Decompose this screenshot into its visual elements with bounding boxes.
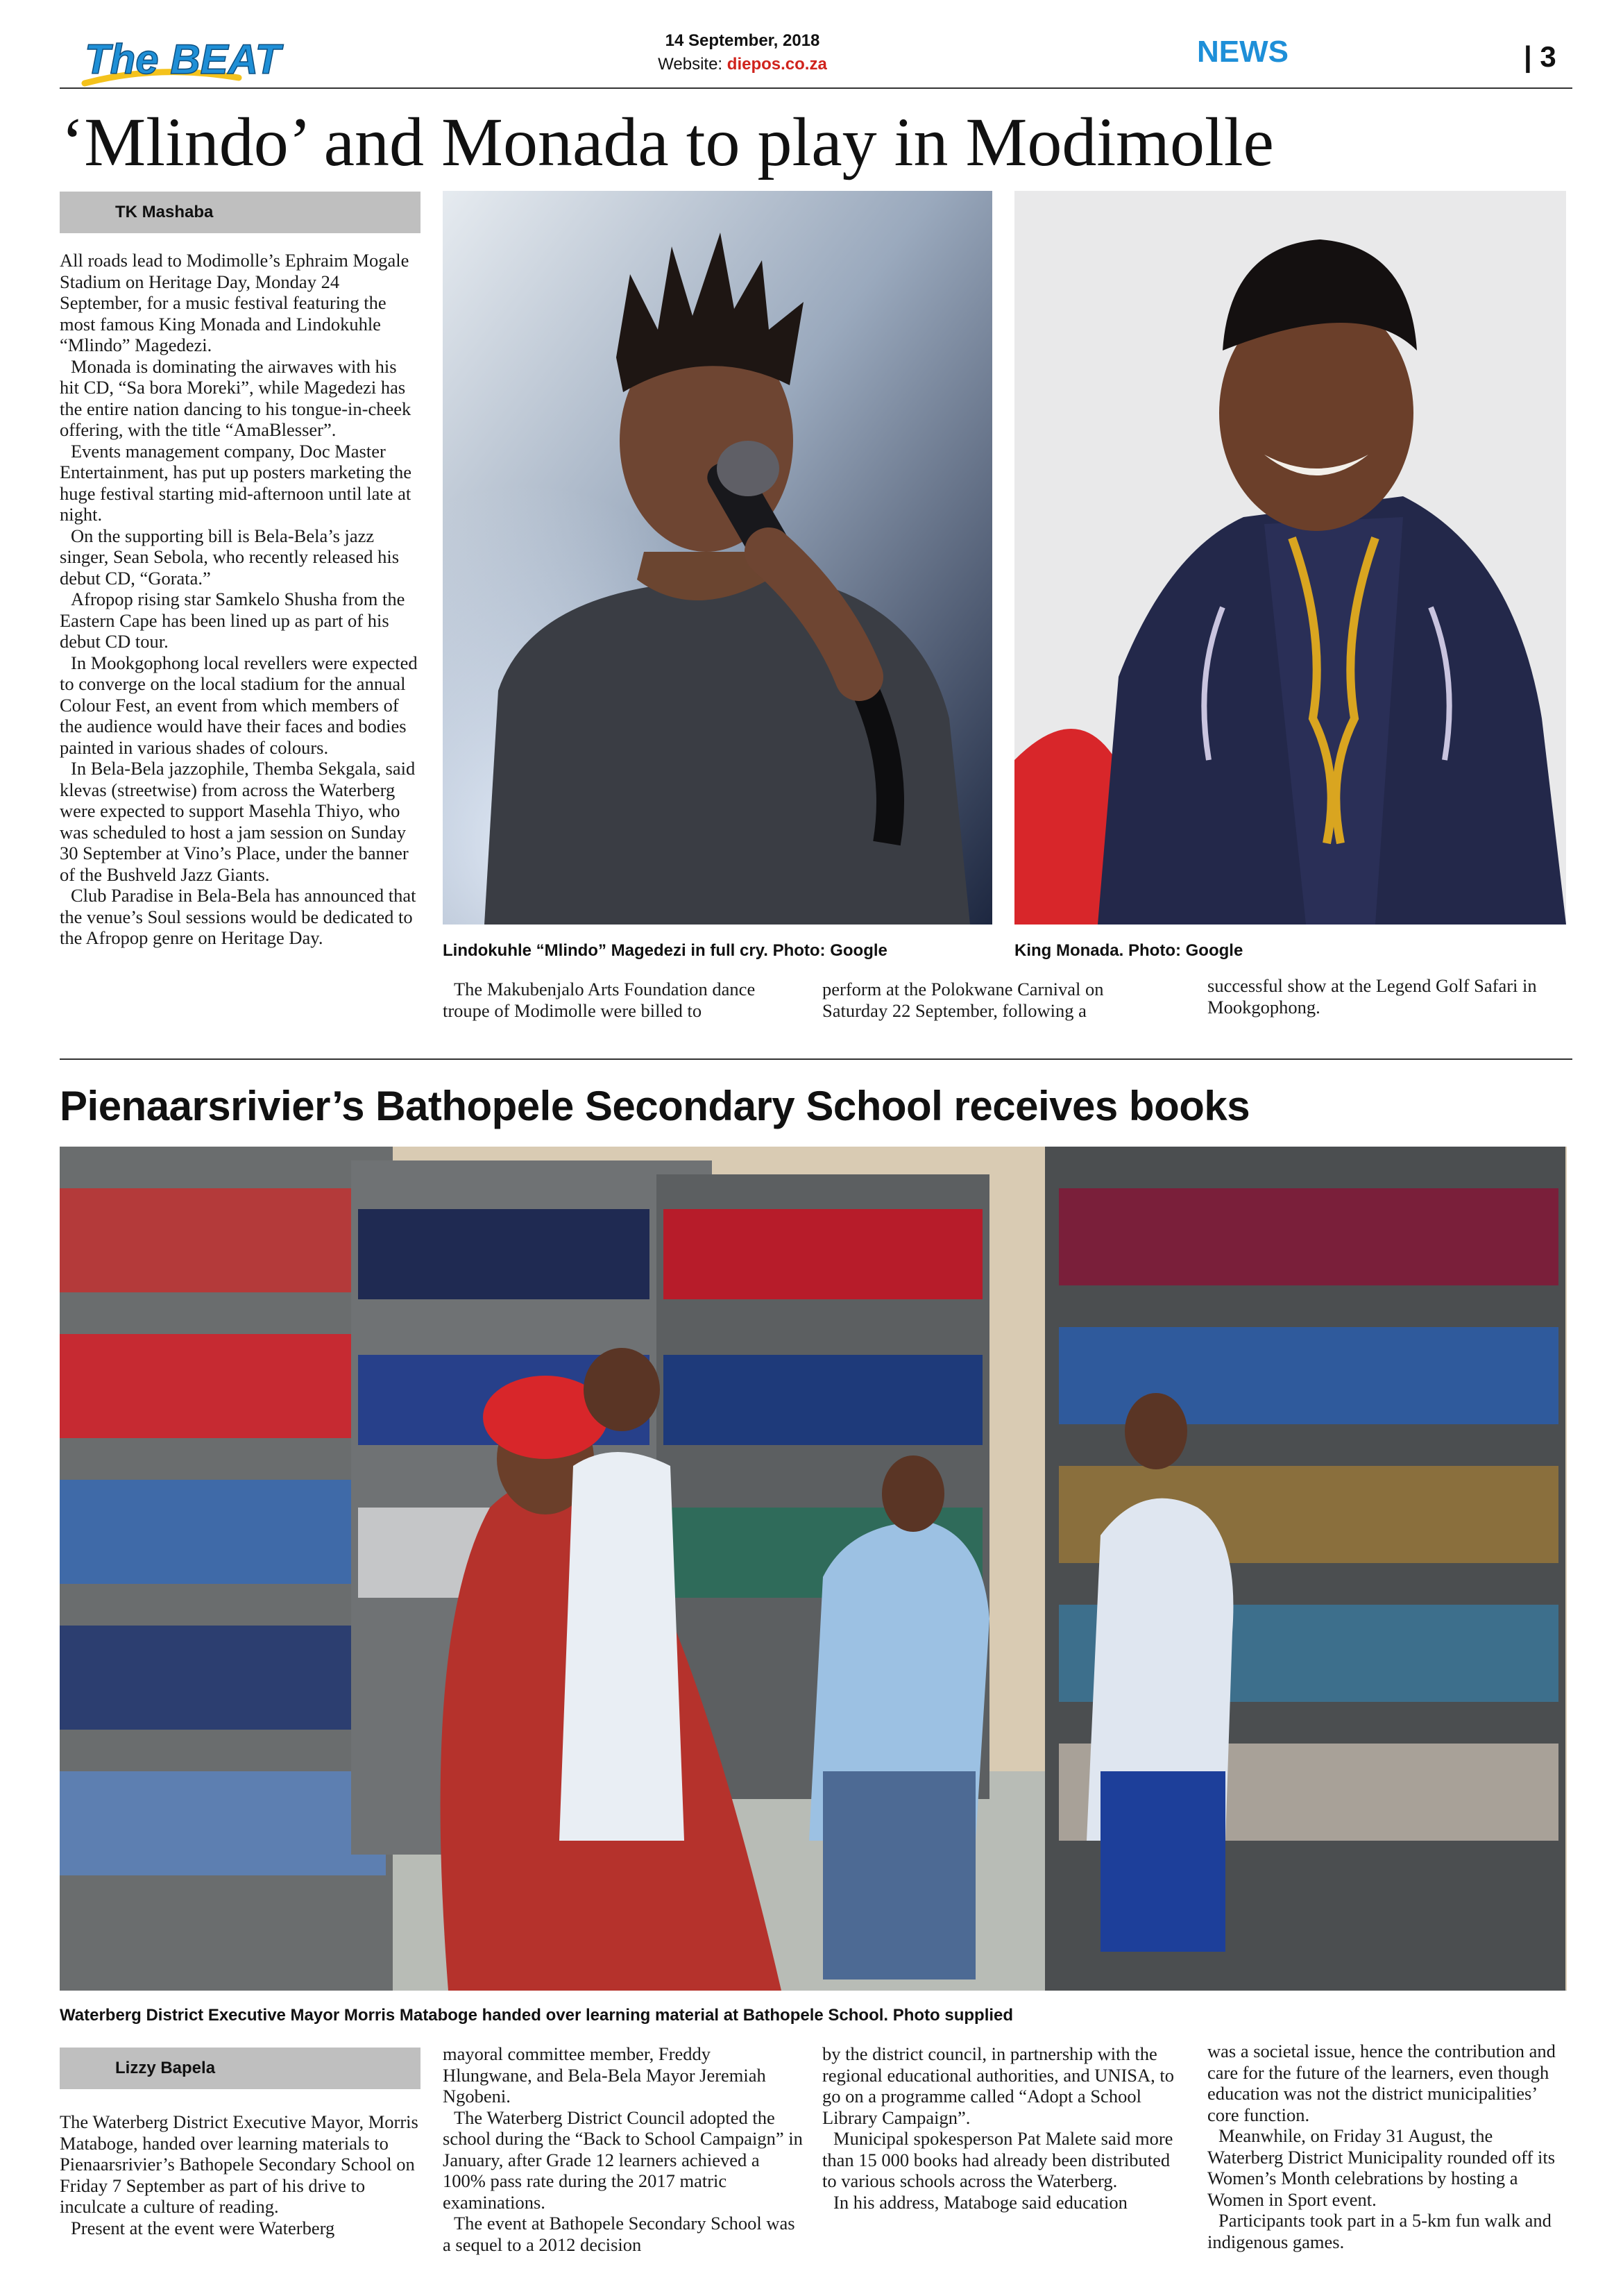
article2-column-2 xyxy=(443,2043,804,2255)
website-line xyxy=(597,53,888,76)
photo-king-monada xyxy=(1014,191,1566,925)
photo3-caption: Waterberg District Executive Mayor Morris Mataboge handed over learning material at Bathopele School. Photo supplied xyxy=(60,2006,1014,2025)
paragraph: All roads lead to Modimolle’s Ephraim Mogale Stadium on Heritage Day, Monday 24 September, for a music festival featuring the most famous King Monada and Lindokuhle “Mlindo” Magedezi. xyxy=(60,250,409,355)
paragraph: The Makubenjalo Arts Foundation dance troupe of Modimolle were billed to xyxy=(443,979,756,1021)
photo2-caption: King Monada. Photo: Google xyxy=(1014,941,1243,960)
paragraph: Events management company, Doc Master Entertainment, has put up posters marketing the huge festival starting mid-afternoon until late at night. xyxy=(60,440,412,525)
logo-graphic xyxy=(82,29,281,92)
issue-date: 14 September, 2018 xyxy=(665,31,820,50)
paragraph: On the supporting bill is Bela-Bela’s jazz singer, Sean Sebola, who recently released his debut CD, “Gorata.” xyxy=(60,525,400,589)
header-rule xyxy=(60,87,1572,89)
paragraph: Monada is dominating the airwaves with his hit CD, “Sa bora Moreki”, while Magedezi has the entire nation dancing to his tongue-in-cheek offering, with the title “AmaBlesser”. xyxy=(60,355,411,440)
paragraph: perform at the Polokwane Carnival on Saturday 22 September, following a xyxy=(822,979,1104,1021)
paragraph: was a societal issue, hence the contribution and care for the future of the learners, even though education was not the district municipalities’ core function. xyxy=(1207,2041,1556,2125)
issue-meta xyxy=(597,29,888,76)
photo-library-handover xyxy=(60,1147,1567,1991)
publication-logo xyxy=(82,29,281,92)
photo-mlindo-singing xyxy=(443,191,992,925)
paragraph: Afropop rising star Samkelo Shusha from the Eastern Cape has been lined up as part of his debut CD tour. xyxy=(60,589,405,652)
article1-byline: TK Mashaba xyxy=(60,192,420,233)
paragraph: In his address, Mataboge said education xyxy=(833,2191,1128,2213)
paragraph: In Bela-Bela jazzophile, Themba Sekgala, said klevas (streetwise) from across the Waterberg were expected to support Masehla Thiyo, who was scheduled to host a jam session on Sunday 30 September at Vino’s Place, under the banner of the Bushveld Jazz Giants. xyxy=(60,758,416,885)
paragraph: The event at Bathopele Secondary School was a sequel to a 2012 decision xyxy=(443,2213,795,2255)
paragraph: Municipal spokesperson Pat Malete said more than 15 000 books had already been distributed to various schools across the Waterberg. xyxy=(822,2128,1173,2191)
website-label: Website: xyxy=(658,55,723,74)
paragraph: Meanwhile, on Friday 31 August, the Waterberg District Municipality rounded off its Women’s Month celebrations by hosting a Women in Sport event. xyxy=(1207,2125,1556,2210)
paragraph: mayoral committee member, Freddy Hlungwane, and Bela-Bela Mayor Jeremiah Ngobeni. xyxy=(443,2043,766,2107)
article2-headline: Pienaarsrivier’s Bathopele Secondary School receives books xyxy=(60,1083,1250,1129)
logo-text: The BEAT xyxy=(85,36,281,83)
paragraph: Club Paradise in Bela-Bela has announced that the venue’s Soul sessions would be dedicated to the Afropop genre on Heritage Day. xyxy=(60,885,416,948)
article2-column-1 xyxy=(60,2111,420,2238)
article1-column-2 xyxy=(443,979,797,1021)
article-divider xyxy=(60,1058,1572,1060)
article1-column-3 xyxy=(822,979,1162,1021)
paragraph: by the district council, in partnership with the regional educational authorities, and UNISA, to go on a programme called “Adopt a School Library Campaign”. xyxy=(822,2043,1175,2128)
paragraph: Participants took part in a 5-km fun walk and indigenous games. xyxy=(1207,2210,1552,2252)
article2-column-4 xyxy=(1207,2041,1568,2252)
paragraph: Present at the event were Waterberg xyxy=(71,2217,335,2238)
paragraph: In Mookgophong local revellers were expected to converge on the local stadium for the annual Colour Fest, an event from which members of the audience would have their faces and bodies painted in various shades of colours. xyxy=(60,652,418,758)
section-tag: NEWS xyxy=(1197,35,1289,69)
paragraph: successful show at the Legend Golf Safari in Mookgophong. xyxy=(1207,975,1537,1018)
page-number: | 3 xyxy=(1524,40,1556,73)
paragraph: The Waterberg District Council adopted the school during the “Back to School Campaign” in January, after Grade 12 learners achieved a 100% pass rate during the 2017 matric examinations. xyxy=(443,2107,803,2213)
article2-column-3 xyxy=(822,2043,1183,2213)
photo1-caption: Lindokuhle “Mlindo” Magedezi in full cry. Photo: Google xyxy=(443,941,887,960)
article1-column-1 xyxy=(60,250,420,949)
article2-byline: Lizzy Bapela xyxy=(60,2048,420,2089)
paragraph: The Waterberg District Executive Mayor, Morris Mataboge, handed over learning materials to Pienaarsrivier’s Bathopele Secondary School on Friday 7 September as part of his drive to inculcate a culture of reading. xyxy=(60,2111,418,2217)
website-link[interactable]: diepos.co.za xyxy=(726,55,827,74)
article1-headline: ‘Mlindo’ and Monada to play in Modimolle xyxy=(61,103,1274,180)
article1-column-4 xyxy=(1207,975,1568,1018)
